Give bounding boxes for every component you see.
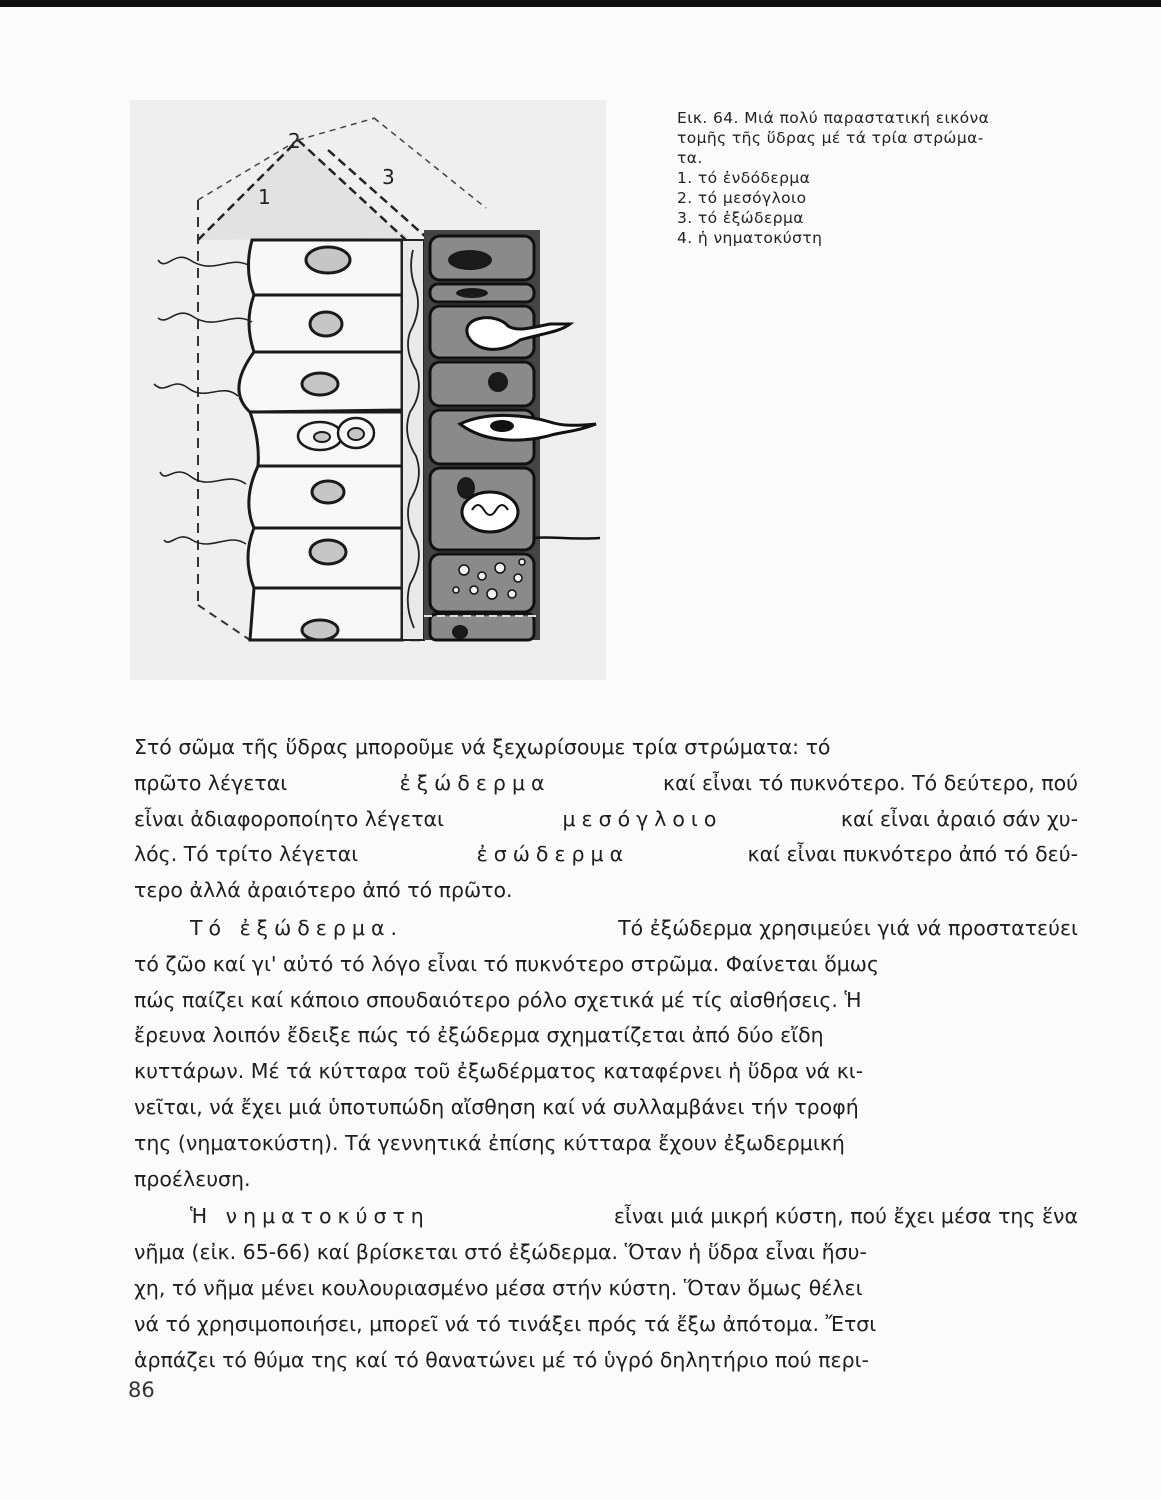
text-line: ἔρευνα λοιπόν ἔδειξε πώς τό ἐξώδερμα σχηματίζεται ἀπό δύο εἴδη — [134, 1023, 824, 1048]
caption-legend-item: 1. τό ἐνδόδερμα — [677, 169, 811, 187]
caption-line: τα. — [677, 149, 703, 167]
page-number: 86 — [128, 1378, 155, 1402]
caption-legend-item: 2. τό μεσόγλοιο — [677, 189, 807, 207]
text-line: τό ζῶο καί γι' αὐτό τό λόγο εἶναι τό πυκνότερο στρῶμα. Φαίνεται ὅμως — [134, 951, 880, 976]
layer-label-1: 1 — [258, 185, 271, 209]
page-top-edge — [0, 0, 1161, 7]
text-line: προέλευση. — [134, 1166, 251, 1191]
section-heading-exoderm: Τό ἐξώδερμα. — [190, 915, 403, 940]
layer-label-2: 2 — [288, 129, 301, 153]
text-line: χη, τό νῆμα μένει κουλουριασμένο μέσα στήν κύστη. Ὅταν ὅμως θέλει — [134, 1275, 863, 1300]
text-line: λός. Τό τρίτο λέγεται ἐσώδερμα καί εἶναι πυκνότερο ἀπό τό δεύ- — [134, 837, 1078, 873]
caption-line: τομῆς τῆς ὕδρας μέ τά τρία στρώμα- — [677, 129, 984, 147]
term-exoderm: ἐξώδερμα — [399, 770, 551, 795]
text-line: νά τό χρησιμοποιήσει, μπορεῖ νά τό τινάξει πρός τά ἔξω ἀπότομα. Ἔτσι — [134, 1311, 877, 1336]
text-line: της (νηματοκύστη). Τά γεννητικά ἐπίσης κύτταρα ἔχουν ἐξωδερμική — [134, 1130, 845, 1155]
caption-legend-item: 4. ἡ νηματοκύστη — [677, 229, 823, 247]
text-line: πώς παίζει καί κάποιο σπουδαιότερο ρόλο σχετικά μέ τίς αἰσθήσεις. Ἡ — [134, 987, 862, 1012]
text-line: ἁρπάζει τό θύμα της καί τό θανατώνει μέ τό ὑγρό δηλητήριο πού περι- — [134, 1347, 869, 1372]
caption-legend-item: 3. τό ἐξώδερμα — [677, 209, 804, 227]
caption-line: Εικ. 64. Μιά πολύ παραστατική εικόνα — [677, 109, 990, 127]
text-line: νῆμα (εἰκ. 65-66) καί βρίσκεται στό ἐξώδερμα. Ὅταν ἡ ὕδρα εἶναι ἥσυ- — [134, 1240, 867, 1265]
text-line: νεῖται, νά ἔχει μιά ὑποτυπώδη αἴσθηση καί νά συλλαμβάνει τήν τροφή — [134, 1094, 859, 1119]
text-line: τερο ἀλλά ἀραιότερο ἀπό τό πρῶτο. — [134, 878, 513, 903]
body-text — [134, 730, 1078, 1378]
term-nematocyst: Ἡ νηματοκύστη — [190, 1204, 430, 1229]
text-line: Ἡ νηματοκύστη εἶναι μιά μικρή κύστη, πού ἔχει μέσα της ἕνα — [134, 1199, 1078, 1235]
text-line: Στό σῶμα τῆς ὕδρας μποροῦμε νά ξεχωρίσουμε τρία στρώματα: τό — [134, 735, 831, 759]
figure-caption — [677, 108, 1097, 248]
text-line: πρῶτο λέγεται ἐξώδερμα καί εἶναι τό πυκνότερο. Τό δεύτερο, πού — [134, 766, 1078, 802]
text-line: εἶναι ἀδιαφοροποίητο λέγεται μεσόγλοιο καί εἶναι ἀραιό σάν χυ- — [134, 802, 1078, 838]
term-endoderm: ἐσώδερμα — [476, 842, 630, 867]
text-line: Τό ἐξώδερμα. Τό ἐξώδερμα χρησιμεύει γιά νά προστατεύει — [134, 911, 1078, 947]
hydra-cross-section-figure — [130, 100, 606, 680]
term-mesoglea: μεσόγλοιο — [562, 806, 723, 831]
text-line: κυττάρων. Μέ τά κύτταρα τοῦ ἐξωδέρματος καταφέρνει ἡ ὕδρα νά κι- — [134, 1059, 864, 1084]
layer-label-3: 3 — [382, 165, 395, 189]
